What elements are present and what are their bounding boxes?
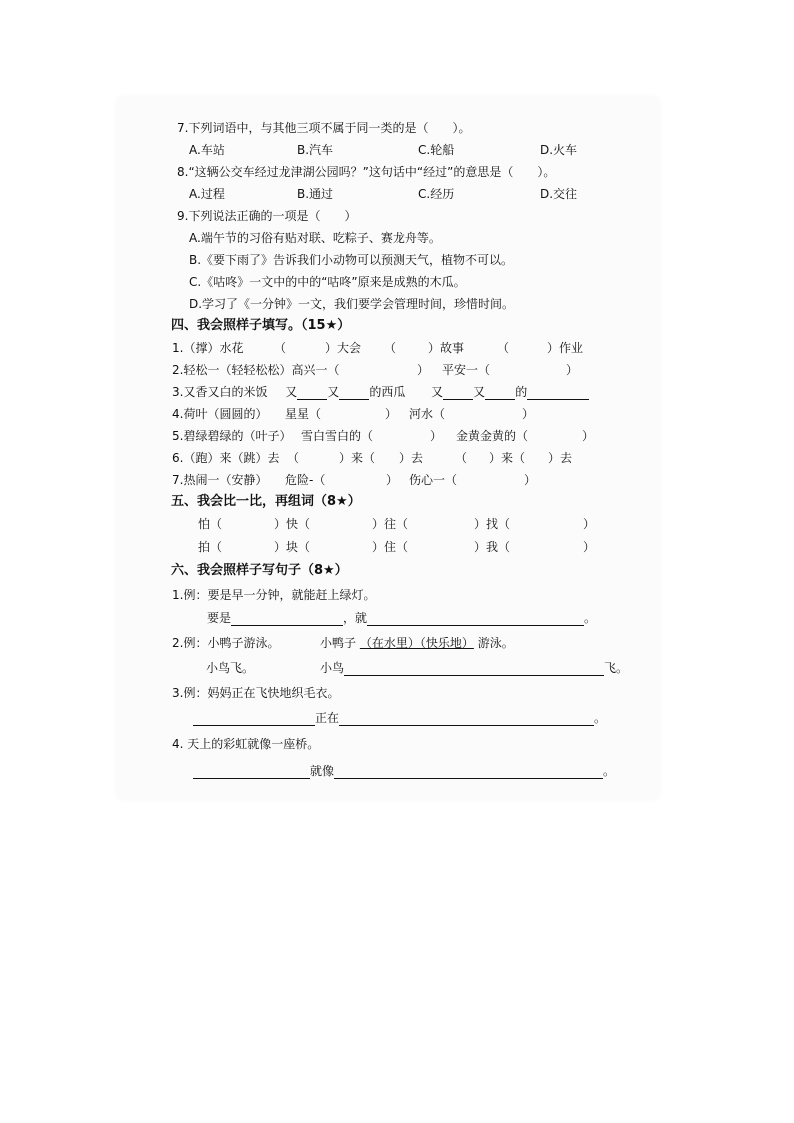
s4-row5-word: 金黄金黄的（ <box>456 429 529 443</box>
q8-stem: 8.“这辆公交车经过龙津湖公园吗？”这句话中“经过”的意思是（ ）。 <box>177 165 556 179</box>
q7-stem: 7.下列词语中，与其他三项不属于同一类的是（ ）。 <box>177 121 471 135</box>
q8-option-d[interactable]: D.交往 <box>540 187 578 201</box>
s4-row5-lead: 5.碧绿碧绿的（叶子） <box>172 429 292 443</box>
s4-row3-example: 3.又香又白的米饭 <box>172 385 268 399</box>
s4-row7-paren: ） <box>386 473 399 487</box>
q9-stem: 9.下列说法正确的一项是（ ） <box>177 209 357 223</box>
q8-option-b[interactable]: B.通过 <box>297 187 334 201</box>
s6-example-2-word: 小鸭子 <box>320 636 357 650</box>
q7-option-d[interactable]: D.火车 <box>540 143 578 157</box>
s5-cell: 拍（ <box>198 540 223 554</box>
s5-cell: ） <box>583 517 596 531</box>
s6-answer-4-word: 就像 <box>310 764 335 778</box>
s4-row3-blank[interactable] <box>443 386 473 400</box>
s4-row3-word: 的 <box>515 385 528 399</box>
q9-option-b[interactable]: B.《要下雨了》告诉我们小动物可以预测天气，植物不可以。 <box>189 253 514 267</box>
s6-answer-1-word: ，就 <box>343 611 368 625</box>
s4-row3-word: 的西瓜 <box>369 385 406 399</box>
s4-row1-paren: （ <box>497 341 510 355</box>
s6-example-2-line <box>320 635 514 651</box>
s4-row4-paren: ） <box>522 407 535 421</box>
s6-answer-4-blank[interactable] <box>334 765 603 779</box>
q9-option-d[interactable]: D.学习了《一分钟》一文，我们要学会管理时间，珍惜时间。 <box>189 297 515 311</box>
s4-row2-paren: ） <box>417 363 430 377</box>
section-6-title: 六、我会照样子写句子（8★） <box>171 563 348 578</box>
s5-cell: ） <box>583 540 596 554</box>
q7-option-a[interactable]: A.车站 <box>189 143 225 157</box>
s4-row3 <box>172 384 589 400</box>
s4-row6-paren: （ <box>287 451 300 465</box>
s6-answer-2-blank[interactable] <box>344 662 604 676</box>
s6-answer-3-blank[interactable] <box>339 712 594 726</box>
s4-row3-blank[interactable] <box>339 386 369 400</box>
s4-row3-blank[interactable] <box>527 386 589 400</box>
s6-answer-4-end: 。 <box>603 764 616 778</box>
s4-row4-word: 河水（ <box>409 407 446 421</box>
s4-row1-paren: （ <box>384 341 397 355</box>
s5-cell: ）快（ <box>274 517 311 531</box>
s6-answer-2 <box>320 660 628 676</box>
s6-answer-1-blank[interactable] <box>367 612 584 626</box>
s5-cell: ）我（ <box>474 540 511 554</box>
s5-cell: ）找（ <box>474 517 511 531</box>
s4-row5-paren: ） <box>582 429 595 443</box>
s6-answer-3-end: 。 <box>594 711 607 725</box>
s4-row6-paren: （ <box>455 451 468 465</box>
s4-row5-word: 雪白雪白的（ <box>301 429 374 443</box>
s4-row6-word: ）去 <box>399 451 424 465</box>
s4-row7-paren: ） <box>524 473 537 487</box>
s6-answer-3-word: 正在 <box>315 711 340 725</box>
s6-example-1: 1.例：要是早一分钟，就能赶上绿灯。 <box>172 588 376 602</box>
section-4-title: 四、我会照样子填写。（15★） <box>171 318 351 333</box>
s6-example-2-word: 游泳。 <box>477 636 514 650</box>
s4-row3-word: 又 <box>473 385 486 399</box>
s6-answer-1-word: 要是 <box>207 611 232 625</box>
s6-answer-3 <box>193 710 606 726</box>
s6-answer-4-blank[interactable] <box>193 765 310 779</box>
s6-answer-2-word: 飞。 <box>604 661 629 675</box>
s4-row6-word: ）来（ <box>489 451 526 465</box>
s4-row1-paren: （ <box>274 341 287 355</box>
s4-row3-blank[interactable] <box>485 386 515 400</box>
s5-cell: ）住（ <box>372 540 409 554</box>
q9-option-c[interactable]: C.《咕咚》一文中的中的“咕咚”原来是成熟的木瓜。 <box>189 275 466 289</box>
s6-answer-2-prompt: 小鸟飞。 <box>206 661 255 675</box>
s4-row6-word: ）来（ <box>339 451 376 465</box>
s6-answer-1-end: 。 <box>584 611 597 625</box>
s6-example-4: 4. 天上的彩虹就像一座桥。 <box>172 737 320 751</box>
s4-row6-word: ）去 <box>548 451 573 465</box>
s5-cell: ）块（ <box>274 540 311 554</box>
s4-row2-paren: ） <box>566 363 579 377</box>
s6-example-2-modifiers: （在水里）（快乐地） <box>359 636 474 650</box>
q7-option-b[interactable]: B.汽车 <box>297 143 334 157</box>
s4-row4-word: 星星（ <box>285 407 322 421</box>
s6-answer-1 <box>207 610 596 626</box>
section-5-title: 五、我会比一比，再组词（8★） <box>171 494 361 509</box>
q8-option-c[interactable]: C.经历 <box>418 187 455 201</box>
q8-option-a[interactable]: A.过程 <box>189 187 225 201</box>
q9-option-a[interactable]: A.端午节的习俗有贴对联、吃粽子、赛龙舟等。 <box>189 231 441 245</box>
s4-row7-lead: 7.热闹一（安静） <box>172 473 268 487</box>
s5-cell: ）往（ <box>372 517 409 531</box>
s4-row1-lead: 1.（撑）水花 <box>172 341 244 355</box>
s4-row5-paren: ） <box>430 429 443 443</box>
s4-row7-word: 危险-（ <box>285 473 326 487</box>
s4-row3-word: 又 <box>327 385 340 399</box>
s4-row3-word: 又 <box>285 385 298 399</box>
s4-row4-paren: ） <box>385 407 398 421</box>
s4-row1-word: ）大会 <box>325 341 362 355</box>
s4-row2-lead: 2.轻松一（轻轻松松）高兴一（ <box>172 363 340 377</box>
s5-cell: 怕（ <box>198 517 223 531</box>
s4-row2-word: 平安一（ <box>442 363 491 377</box>
s4-row3-word: 又 <box>431 385 444 399</box>
s4-row1-word: ）作业 <box>547 341 584 355</box>
s6-example-3: 3.例：妈妈正在飞快地织毛衣。 <box>172 686 340 700</box>
s6-answer-2-word: 小鸟 <box>320 661 345 675</box>
s6-answer-4 <box>193 763 615 779</box>
s6-answer-3-blank[interactable] <box>193 712 315 726</box>
s4-row3-blank[interactable] <box>297 386 327 400</box>
s4-row6-lead: 6.（跑）来（跳）去 <box>172 451 280 465</box>
s6-answer-1-blank[interactable] <box>231 612 343 626</box>
s4-row4-lead: 4.荷叶（圆圆的） <box>172 407 268 421</box>
s6-example-2: 2.例：小鸭子游泳。 <box>172 636 280 650</box>
s4-row7-word: 伤心一（ <box>409 473 458 487</box>
s4-row1-word: ）故事 <box>428 341 465 355</box>
q7-option-c[interactable]: C.轮船 <box>418 143 455 157</box>
